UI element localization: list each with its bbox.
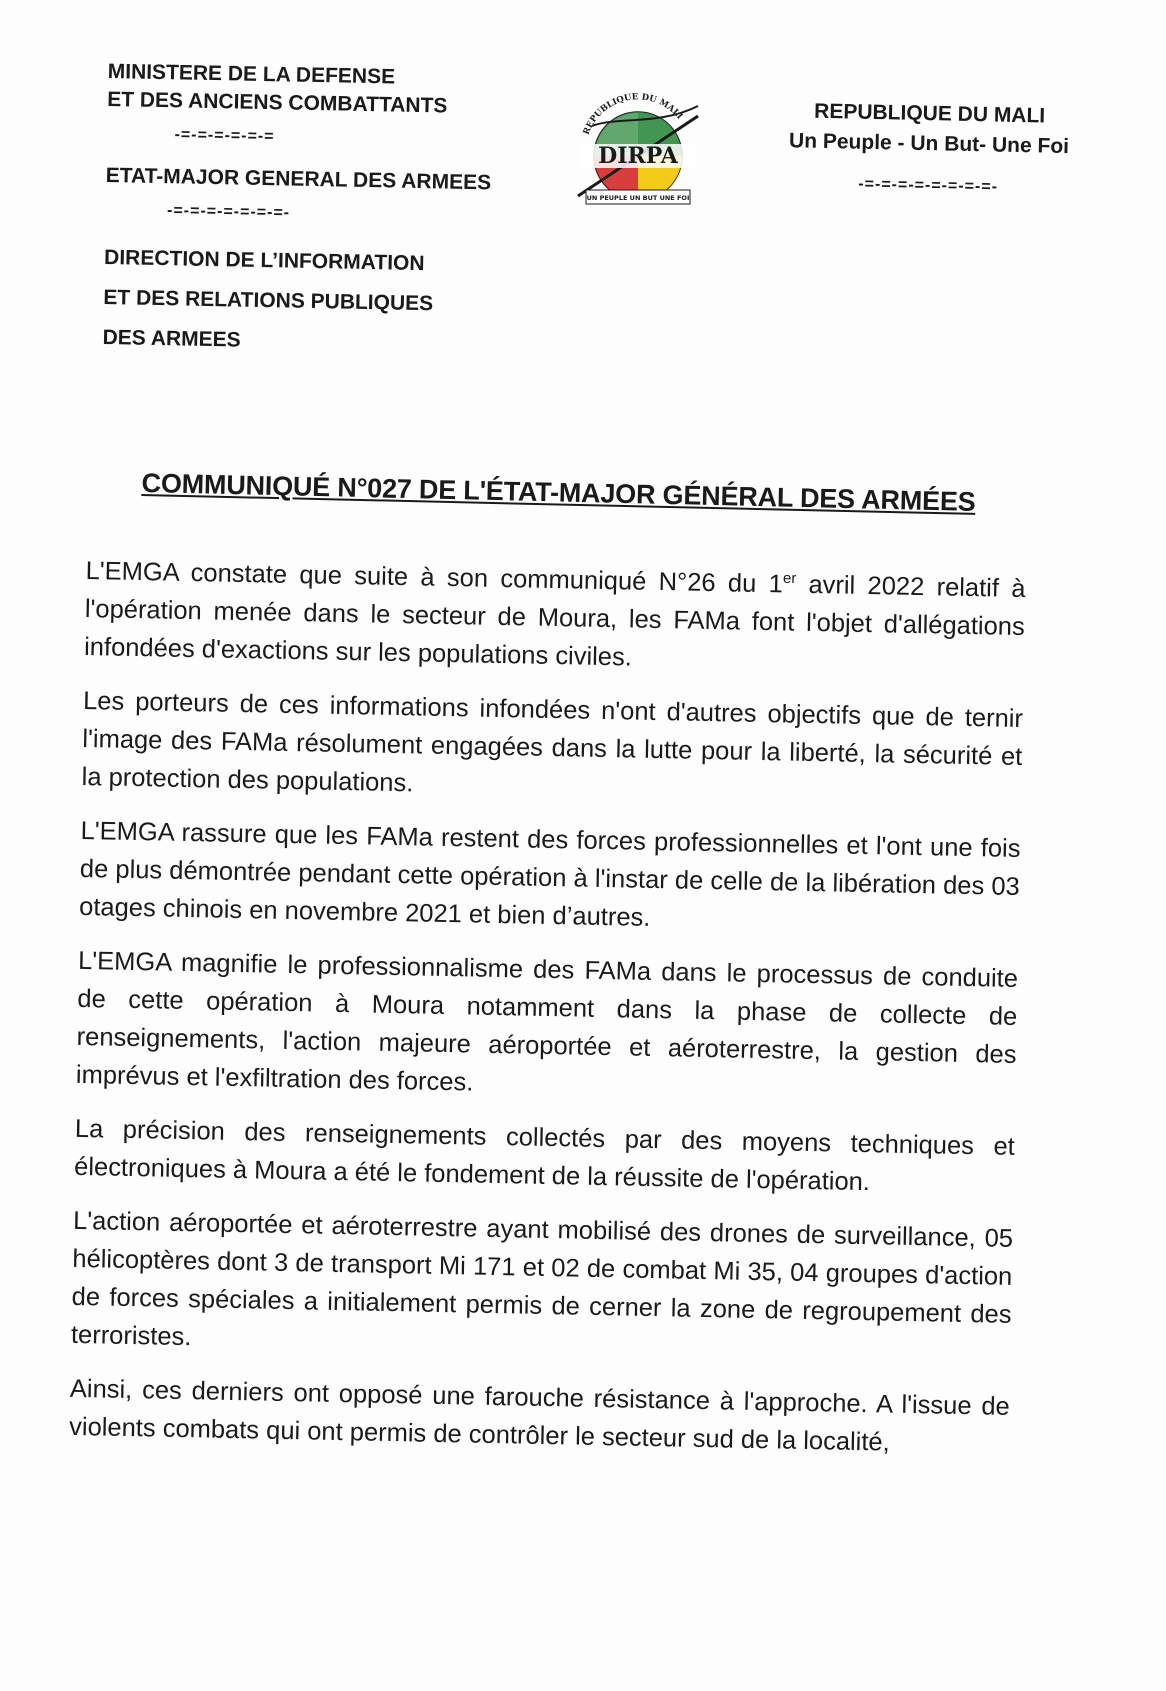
- ordinal-superscript: er: [782, 569, 797, 588]
- logo-ribbon-text: UN PEUPLE UN BUT UNE FOI: [586, 194, 690, 202]
- national-motto: Un Peuple - Un But- Une Foi: [788, 129, 1070, 159]
- republic-block: [778, 96, 1080, 204]
- communique-title: COMMUNIQUÉ N°027 DE L'ÉTAT-MAJOR GÉNÉRAL DES ARMÉES: [141, 467, 976, 517]
- paragraph-7: Ainsi, ces derniers ont opposé une farouche résistance à l'approche. A l'issue de violents combats qui ont permis de contrôler le secteur sud de la localité,: [68, 1374, 1011, 1457]
- ministry-line-2: ET DES ANCIENS COMBATTANTS: [106, 87, 448, 118]
- paragraph-1-end: avril 2022 relatif à l'opération menée dans le secteur de Moura, les FAMa font l'objet d'allégations infondées d'exactions sur les populations civiles.: [83, 570, 1026, 672]
- direction-line-2: ET DES RELATIONS PUBLIQUES: [103, 285, 434, 316]
- ministry-line-1: MINISTERE DE LA DEFENSE: [107, 59, 396, 89]
- paragraph-2: Les porteurs de ces informations infondées n'ont d'autres objectifs que de ternir l'image des FAMa résolument engagées dans la lutte pour la liberté, la sécurité et la protection des populations.: [81, 686, 1024, 798]
- republic-name: REPUBLIQUE DU MALI: [813, 99, 1046, 128]
- general-staff-line: ETAT-MAJOR GENERAL DES ARMEES: [105, 163, 492, 195]
- separator-1: -=-=-=-=-=-=: [174, 126, 275, 146]
- communique-body: [69, 552, 1026, 1480]
- paragraph-3: L'EMGA rassure que les FAMa restent des forces professionnelles et l'ont une fois de plus démontrée pendant cette opération à l'instar de celle de la libération des 03 otages chinois en novembre 2021 et bien d’autres.: [78, 816, 1021, 932]
- logo-center-text: DIRPA: [598, 143, 678, 169]
- paragraph-6: L'action aéroportée et aéroterrestre ayant mobilisé des drones de surveillance, 05 hélicoptères dont 3 de transport Mi 171 et 02 de combat Mi 35, 04 groupes d'action de forces spéciales a initialement permis de cerner la zone de regroupement des terroristes.: [70, 1206, 1014, 1352]
- paragraph-5: La précision des renseignements collectés par des moyens techniques et électroniques à Moura a été le fondement de la réussite de l'opération.: [73, 1114, 1016, 1197]
- separator-2: -=-=-=-=-=-=-=-: [166, 202, 291, 222]
- direction-line-3: DES ARMEES: [102, 325, 241, 352]
- paragraph-1: [84, 552, 1026, 684]
- paragraph-1-start: L'EMGA constate que suite à son communiqué N°26 du 1: [85, 556, 784, 599]
- logo-arc-textpath: REPUBLIQUE DU MALI: [581, 92, 685, 137]
- direction-line-1: DIRECTION DE L’INFORMATION: [103, 245, 425, 276]
- dirpa-logo: [558, 86, 718, 226]
- paragraph-4: L'EMGA magnifie le professionnalisme des FAMa dans le processus de conduite de cette opération à Moura notamment dans la phase de collecte de renseignements, l'action majeure aéroportée et aéroterrestre, la gestion des imprévus et l'exfiltration des forces.: [75, 946, 1019, 1097]
- dirpa-emblem-icon: [558, 86, 718, 226]
- republic-separator: -=-=-=-=-=-=-=-=-: [858, 175, 999, 196]
- issuing-authority-block: [102, 58, 538, 366]
